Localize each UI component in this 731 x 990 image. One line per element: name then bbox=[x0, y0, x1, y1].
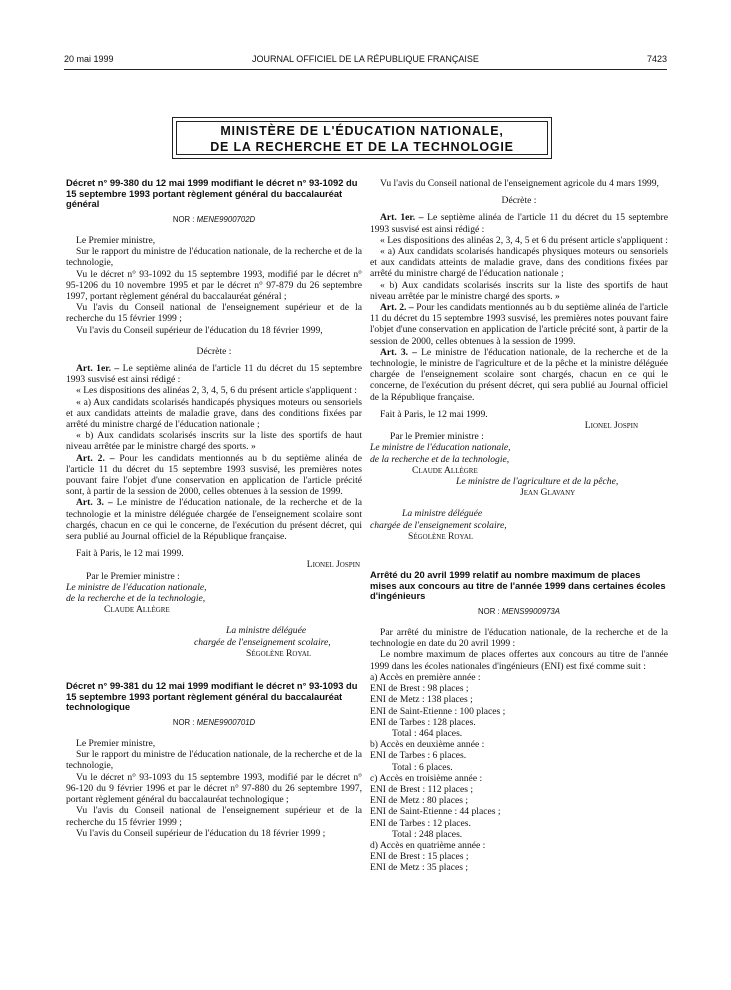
arrete-p1: Par arrêté du ministre de l'éducation nationale, de la recherche et de la technologie en date du 20 avril 1999 : bbox=[370, 627, 668, 650]
decree2-pm-signature: Lionel Jospin bbox=[584, 420, 638, 432]
decree2-p2: Sur le rapport du ministre de l'éducation nationale, de la recherche et de la technologie, bbox=[66, 749, 362, 772]
decree2-minister-line2: de la recherche et de la technologie, bbox=[370, 453, 510, 465]
decree2-delegate-line2: chargée de l'enseignement scolaire, bbox=[370, 519, 507, 531]
list-item: ENI de Brest : 15 places ; bbox=[370, 851, 469, 863]
list-item: ENI de Saint-Etienne : 100 places ; bbox=[370, 705, 506, 717]
list-item: c) Accès en troisième année : bbox=[370, 772, 483, 784]
decree1-art2: Art. 2. – Pour les candidats mentionnés au b du septième alinéa de l'article 11 du décret du 15 septembre 1993 susvisé, les premières notes pouvant faire l'objet d'une conservation en application de l'article précité sont, à partir de la session de 2000, celles obtenues à la session de 1999. bbox=[66, 452, 362, 498]
decree1-decrete: Décrète : bbox=[196, 345, 232, 357]
header-rule bbox=[64, 69, 667, 70]
decree1-title: Décret n° 99-380 du 12 mai 1999 modifiant le décret n° 93-1092 du 15 septembre 1993 portant règlement général du baccalauréat général bbox=[66, 177, 358, 210]
list-item: ENI de Tarbes : 12 places. bbox=[370, 817, 471, 829]
decree2-minister-signature: Claude Allègre bbox=[412, 464, 478, 476]
right-column bbox=[370, 178, 668, 874]
decree2-nor: NOR : MENE9900701D bbox=[172, 717, 256, 727]
arrete-title: Arrêté du 20 avril 1999 relatif au nombre maximum de places mises aux concours au titre de l'année 1999 dans certaines écoles d'ingénieurs bbox=[370, 569, 666, 602]
decree2-p1: Le Premier ministre, bbox=[76, 738, 156, 750]
decree1-p5: Vu l'avis du Conseil supérieur de l'éducation du 18 février 1999, bbox=[76, 324, 323, 336]
header-date: 20 mai 1999 bbox=[64, 54, 114, 64]
decree2-q2: « a) Aux candidats scolarisés handicapés physiques moteurs ou sensoriels et aux candidats atteints de maladie grave, dans des conditions fixées par arrêté du ministre chargé de l'éducation nationale ; bbox=[370, 246, 668, 280]
decree1-minister-signature: Claude Allègre bbox=[104, 604, 170, 616]
decree2-art2: Art. 2. – Pour les candidats mentionnés au b du septième alinéa de l'article 11 du décret du 15 septembre 1993 susvisé, les premières notes pouvant faire l'objet d'une conservation en application de l'article précité sont, à partir de la session de 2000, celles obtenues à la session de 1999. bbox=[370, 302, 668, 347]
decree1-minister-line2: de la recherche et de la technologie, bbox=[66, 593, 206, 605]
header-page-number: 7423 bbox=[646, 54, 667, 64]
decree1-delegate-line2: chargée de l'enseignement scolaire, bbox=[194, 636, 331, 648]
decree1-q1: « Les dispositions des alinéas 2, 3, 4, 5, 6 du présent article s'appliquent : bbox=[76, 385, 357, 397]
decree1-pm-signature: Lionel Jospin bbox=[306, 559, 360, 571]
arrete-places-list bbox=[370, 672, 668, 874]
list-item: ENI de Tarbes : 6 places. bbox=[370, 750, 467, 762]
decree2-p6: Vu l'avis du Conseil national de l'enseignement agricole du 4 mars 1999, bbox=[380, 178, 659, 189]
decree2-delegate-signature: Ségolène Royal bbox=[408, 530, 474, 542]
ministry-line-2: DE LA RECHERCHE ET DE LA TECHNOLOGIE bbox=[210, 140, 514, 154]
decree2-p4: Vu l'avis du Conseil national de l'enseignement supérieur et de la recherche du 15 février 1999 ; bbox=[66, 805, 362, 828]
ministry-box bbox=[172, 117, 552, 159]
ministry-line-1: MINISTÈRE DE L'ÉDUCATION NATIONALE, bbox=[220, 124, 504, 138]
list-item: ENI de Brest : 112 places ; bbox=[370, 783, 474, 795]
decree1-delegate-line1: La ministre déléguée bbox=[226, 625, 307, 637]
list-item: ENI de Metz : 35 places ; bbox=[370, 862, 469, 874]
decree1-fait: Fait à Paris, le 12 mai 1999. bbox=[76, 548, 184, 560]
decree2-art1: Art. 1er. – Le septième alinéa de l'article 11 du décret du 15 septembre 1993 susvisé est ainsi rédigé : bbox=[370, 212, 668, 235]
decree1-nor: NOR : MENE9900702D bbox=[172, 214, 256, 224]
decree2-art3: Art. 3. – Le ministre de l'éducation nationale, de la recherche et de la technologie, le ministre de l'agriculture et de la pêche et la ministre déléguée chargée de l'enseignement scolaire sont chargés, chacun en ce qui le concerne, de l'exécution du présent décret, qui sera publié au Journal officiel de la République française. bbox=[370, 346, 668, 403]
decree2-q1: « Les dispositions des alinéas 2, 3, 4, 5 et 6 du présent article s'appliquent : bbox=[380, 234, 668, 246]
list-item: b) Accès en deuxième année : bbox=[370, 739, 485, 751]
decree1-p3: Vu le décret n° 93-1092 du 15 septembre 1993, modifié par le décret n° 95-1206 du 10 novembre 1995 et par le décret n° 97-879 du 26 septembre 1997, portant règlement général du baccalauréat général ; bbox=[66, 268, 362, 302]
decree2-p5: Vu l'avis du Conseil supérieur de l'éducation du 18 février 1999 ; bbox=[76, 827, 326, 839]
list-total: Total : 6 places. bbox=[392, 761, 453, 773]
decree1-par: Par le Premier ministre : bbox=[86, 570, 180, 582]
list-item: ENI de Saint-Etienne : 44 places ; bbox=[370, 806, 501, 818]
decree2-par: Par le Premier ministre : bbox=[390, 431, 484, 443]
decree1-art1: Art. 1er. – Le septième alinéa de l'article 11 du décret du 15 septembre 1993 susvisé est ainsi rédigé : bbox=[66, 363, 362, 386]
decree1-p4: Vu l'avis du Conseil national de l'enseignement supérieur et de la recherche du 15 février 1999 ; bbox=[66, 302, 362, 325]
decree2-minister-line1: Le ministre de l'éducation nationale, bbox=[370, 442, 511, 454]
decree1-q2: « a) Aux candidats scolarisés handicapés physiques moteurs ou sensoriels et aux candidats atteints de maladie grave, dans des conditions fixées par arrêté du ministre chargé de l'éducation nationale ; bbox=[66, 396, 362, 431]
list-item: ENI de Tarbes : 128 places. bbox=[370, 716, 476, 728]
decree1-minister-line1: Le ministre de l'éducation nationale, bbox=[66, 581, 207, 593]
decree2-agri-line1: Le ministre de l'agriculture et de la pêche, bbox=[456, 476, 619, 488]
decree2-delegate-line1: La ministre déléguée bbox=[402, 508, 483, 520]
decree1-p2: Sur le rapport du ministre de l'éducation nationale, de la recherche et de la technologie, bbox=[66, 246, 362, 269]
decree2-q3: « b) Aux candidats scolarisés inscrits sur la liste des sportifs de haut niveau arrêtée par le ministre chargé des sports. » bbox=[370, 279, 668, 302]
decree2-title: Décret n° 99-381 du 12 mai 1999 modifiant le décret n° 93-1093 du 15 septembre 1993 portant règlement général du baccalauréat technologique bbox=[66, 680, 358, 713]
header-journal: JOURNAL OFFICIEL DE LA RÉPUBLIQUE FRANÇAISE bbox=[252, 54, 479, 64]
list-item: ENI de Metz : 80 places ; bbox=[370, 795, 469, 807]
decree1-delegate-signature: Ségolène Royal bbox=[246, 647, 312, 659]
decree1-art3: Art. 3. – Le ministre de l'éducation nationale, de la recherche et de la technologie et la ministre déléguée chargée de l'enseignement scolaire sont chargés, chacun en ce qui le concerne, de l'exécution du présent décret, qui sera publié au Journal officiel de la République française. bbox=[66, 497, 362, 543]
decree1-p1: Le Premier ministre, bbox=[76, 234, 156, 246]
arrete-p2: Le nombre maximum de places offertes aux concours au titre de l'année 1999 dans les écoles nationales d'ingénieurs (ENI) est fixé comme suit : bbox=[370, 649, 668, 672]
page-header bbox=[64, 54, 667, 68]
decree1-q3: « b) Aux candidats scolarisés inscrits sur la liste des sportifs de haut niveau arrêtée par le ministre chargé des sports. » bbox=[66, 430, 362, 453]
left-column bbox=[66, 178, 362, 839]
list-item: ENI de Metz : 138 places ; bbox=[370, 694, 473, 706]
list-item: a) Accès en première année : bbox=[370, 671, 481, 683]
list-item: d) Accès en quatrième année : bbox=[370, 839, 486, 851]
decree2-decrete: Décrète : bbox=[501, 195, 537, 207]
list-total: Total : 464 places. bbox=[392, 727, 463, 739]
list-total: Total : 248 places. bbox=[392, 828, 463, 840]
decree2-fait: Fait à Paris, le 12 mai 1999. bbox=[380, 408, 488, 420]
decree2-agri-signature: Jean Glavany bbox=[520, 487, 576, 499]
arrete-nor: NOR : MENS9900973A bbox=[478, 606, 560, 616]
list-item: ENI de Brest : 98 places ; bbox=[370, 683, 469, 695]
decree2-p3: Vu le décret n° 93-1093 du 15 septembre 1993, modifié par le décret n° 96-120 du 9 février 1996 et par le décret n° 97-880 du 26 septembre 1997, portant règlement général du baccalauréat technologique ; bbox=[66, 771, 362, 806]
